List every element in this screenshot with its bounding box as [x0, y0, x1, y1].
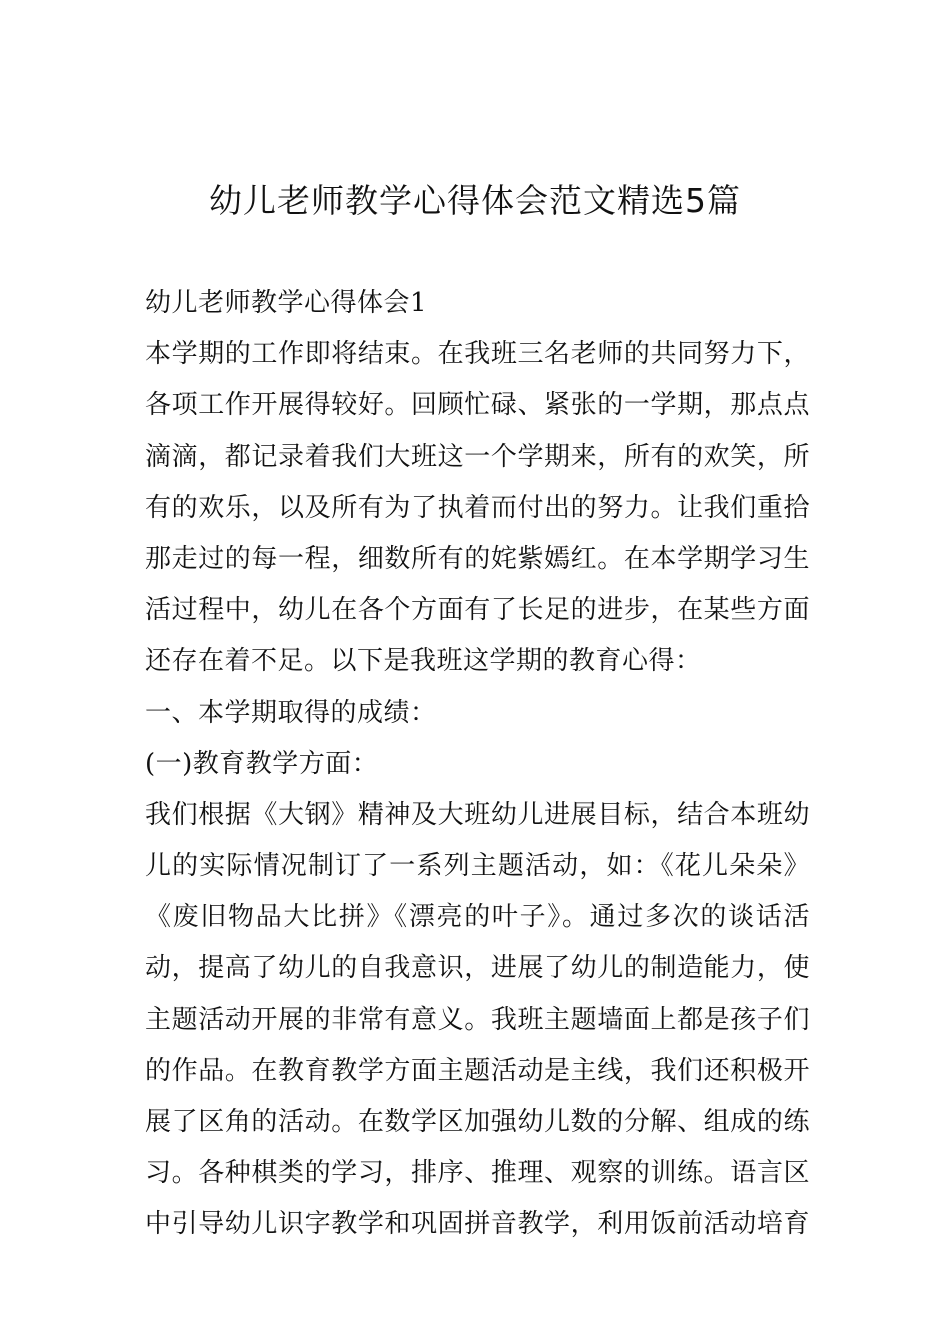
paragraph-line: 《废旧物品大比拼》《漂亮的叶子》。通过多次的谈话活 [145, 902, 810, 933]
paragraph-line: 的作品。在教育教学方面主题活动是主线，我们还积极开 [145, 1055, 810, 1086]
document-title: 幼儿老师教学心得体会范文精选5篇 [209, 181, 741, 220]
section-heading: 一、本学期取得的成绩： [145, 697, 437, 728]
paragraph-line: 我们根据《大钢》精神及大班幼儿进展目标，结合本班幼 [145, 799, 810, 830]
paragraph-line: 习。各种棋类的学习，排序、推理、观察的训练。语言区 [145, 1158, 810, 1189]
paragraph-line: 滴滴，都记录着我们大班这一个学期来，所有的欢笑，所 [145, 441, 810, 472]
paragraph-line: 活过程中，幼儿在各个方面有了长足的进步，在某些方面 [145, 595, 810, 626]
paragraph-line: 各项工作开展得较好。回顾忙碌、紧张的一学期，那点点 [145, 390, 810, 421]
paragraph-line: 本学期的工作即将结束。在我班三名老师的共同努力下， [145, 339, 810, 370]
section-heading: 幼儿老师教学心得体会1 [145, 288, 428, 318]
document-body [145, 278, 810, 1251]
paragraph-line: 主题活动开展的非常有意义。我班主题墙面上都是孩子们 [145, 1004, 810, 1035]
paragraph-line: 展了区角的活动。在数学区加强幼儿数的分解、组成的练 [145, 1107, 810, 1137]
paragraph-line: 还存在着不足。以下是我班这学期的教育心得： [145, 646, 702, 677]
paragraph-line: 那走过的每一程，细数所有的姹紫嫣红。在本学期学习生 [145, 543, 810, 574]
paragraph-line: 动，提高了幼儿的自我意识，进展了幼儿的制造能力，使 [145, 953, 810, 984]
subsection-heading: (一)教育教学方面： [145, 748, 379, 779]
paragraph-line: 儿的实际情况制订了一系列主题活动，如：《花儿朵朵》 [145, 851, 810, 882]
paragraph-line: 中引导幼儿识字教学和巩固拼音教学，利用饭前活动培育 [145, 1209, 810, 1240]
paragraph-line: 有的欢乐，以及所有为了执着而付出的努力。让我们重拾 [145, 492, 810, 523]
